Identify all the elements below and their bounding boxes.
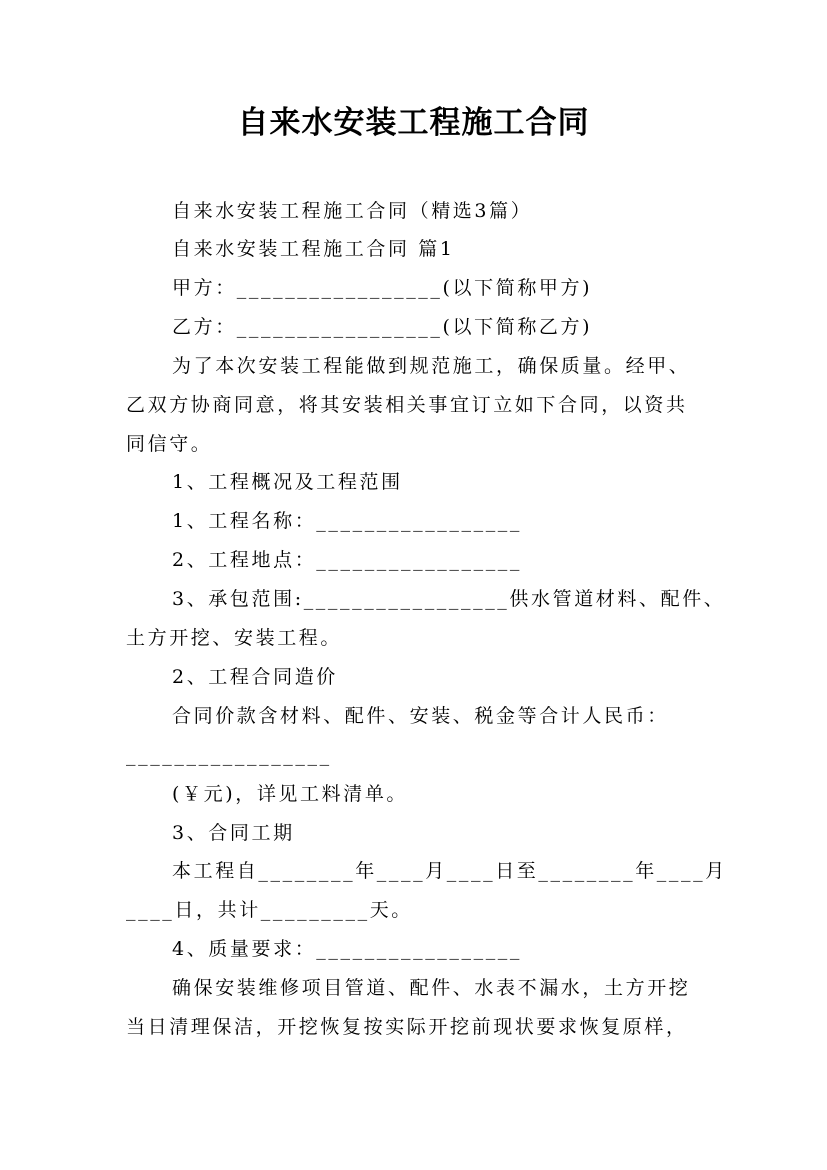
paragraph-line: 当日清理保洁，开挖恢复按实际开挖前现状要求恢复原样，: [126, 1016, 688, 1038]
paragraph-line: ____日，共计_________天。: [126, 899, 413, 921]
paragraph-line: (￥元)，详见工料清单。: [172, 783, 409, 805]
paragraph-line: 本工程自________年____月____日至________年____月: [172, 860, 727, 882]
clause-heading: 1、工程概况及工程范围: [172, 471, 403, 493]
clause-line: 4、质量要求：_________________: [172, 938, 522, 960]
clause-line: 1、工程名称：_________________: [172, 510, 522, 532]
party-a-line: 甲方：_________________(以下简称甲方): [172, 277, 593, 299]
section-heading: 自来水安装工程施工合同 篇1: [172, 238, 455, 260]
clause-heading: 2、工程合同造价: [172, 666, 338, 688]
clause-line: 土方开挖、安装工程。: [126, 627, 343, 649]
clause-heading: 3、合同工期: [172, 822, 295, 844]
clause-line: 2、工程地点：_________________: [172, 549, 522, 571]
paragraph-line: 为了本次安装工程能做到规范施工，确保质量。经甲、: [172, 355, 691, 377]
doc-subtitle: 自来水安装工程施工合同（精选3篇）: [172, 200, 533, 222]
paragraph-line: 乙双方协商同意，将其安装相关事宜订立如下合同，以资共: [126, 394, 688, 416]
page-title: 自来水安装工程施工合同: [237, 105, 590, 141]
paragraph-line: 同信守。: [126, 433, 213, 455]
paragraph-line: 合同价款含材料、配件、安装、税金等合计人民币：: [172, 705, 669, 727]
blank-line: _________________: [126, 744, 332, 766]
paragraph-line: 确保安装维修项目管道、配件、水表不漏水，土方开挖: [172, 977, 691, 999]
party-b-line: 乙方：_________________(以下简称乙方): [172, 316, 593, 338]
clause-line: 3、承包范围:_________________供水管道材料、配件、: [172, 588, 726, 610]
